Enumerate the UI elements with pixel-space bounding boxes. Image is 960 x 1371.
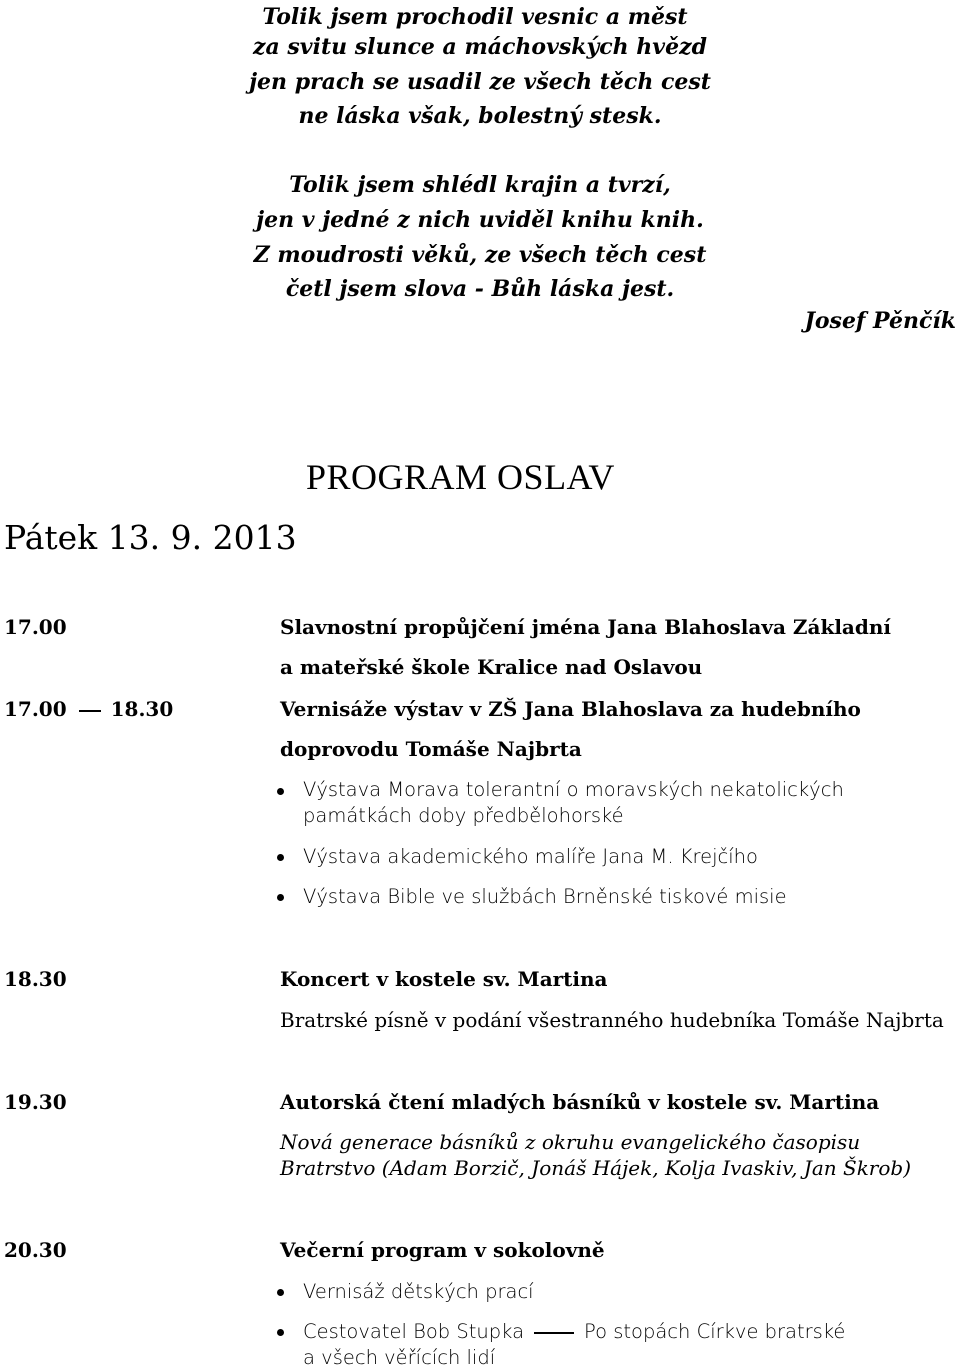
poem-line: jen v jedné z nich uviděl knihu knih. bbox=[256, 207, 704, 233]
event-title: Koncert v kostele sv. Martina bbox=[280, 967, 608, 991]
event-time: 20.30 bbox=[4, 1238, 67, 1262]
event-note: Nová generace básníků z okruhu evangelického časopisu bbox=[280, 1130, 861, 1154]
poem-line: Tolik jsem shlédl krajin a tvrzí, bbox=[289, 172, 671, 198]
list-item: Výstava akademického malíře Jana M. Krejčího bbox=[303, 845, 758, 868]
program-title: PROGRAM OSLAV bbox=[306, 457, 615, 497]
event-title: Slavnostní propůjčení jména Jana Blahoslava Základní bbox=[280, 615, 891, 639]
list-item-part: Po stopách Církve bratrské bbox=[584, 1320, 846, 1343]
event-title: doprovodu Tomáše Najbrta bbox=[280, 737, 582, 761]
event-title: Autorská čtení mladých básníků v kostele sv. Martina bbox=[280, 1090, 880, 1114]
time-range-dash bbox=[79, 710, 101, 712]
list-item: Výstava Morava tolerantní o moravských nekatolických bbox=[303, 778, 844, 801]
bullet-icon bbox=[277, 1329, 284, 1336]
event-time-end: 18.30 bbox=[110, 697, 174, 721]
bullet-icon bbox=[277, 1289, 284, 1296]
poem-line: jen prach se usadil ze všech těch cest bbox=[249, 69, 711, 95]
list-item: Výstava Bible ve službách Brněnské tiskové misie bbox=[303, 885, 787, 908]
event-time: 18.30 bbox=[4, 967, 67, 991]
bullet-icon bbox=[277, 894, 284, 901]
event-time-range bbox=[4, 697, 173, 721]
poem-line: Z moudrosti věků, ze všech těch cest bbox=[253, 242, 707, 268]
list-item: a všech věřících lidí bbox=[303, 1346, 496, 1369]
list-item-part: Cestovatel Bob Stupka bbox=[303, 1320, 525, 1343]
day-heading: Pátek 13. 9. 2013 bbox=[4, 518, 297, 557]
event-time: 17.00 bbox=[4, 615, 67, 639]
poem-author: Josef Pěnčík bbox=[804, 308, 956, 334]
poem-line: Tolik jsem prochodil vesnic a měst bbox=[262, 4, 688, 30]
poem-line: četl jsem slova - Bůh láska jest. bbox=[285, 276, 675, 302]
event-title: a mateřské škole Kralice nad Oslavou bbox=[280, 655, 703, 679]
event-note: Bratrské písně v podání všestranného hudebníka Tomáše Najbrta bbox=[280, 1008, 944, 1032]
event-title: Večerní program v sokolovně bbox=[280, 1238, 605, 1262]
poem-line: za svitu slunce a máchovských hvězd bbox=[253, 34, 707, 60]
event-title: Vernisáže výstav v ZŠ Jana Blahoslava za hudebního bbox=[280, 697, 861, 721]
event-note: Bratrstvo (Adam Borzič, Jonáš Hájek, Kolja Ivaskiv, Jan Škrob) bbox=[280, 1156, 912, 1180]
event-time-start: 17.00 bbox=[4, 697, 67, 721]
poem-line: ne láska však, bolestný stesk. bbox=[298, 103, 662, 129]
event-time: 19.30 bbox=[4, 1090, 67, 1114]
dash-separator bbox=[534, 1332, 574, 1334]
bullet-icon bbox=[277, 788, 284, 795]
list-item: památkách doby předbělohorské bbox=[303, 804, 624, 827]
list-item bbox=[303, 1319, 845, 1345]
list-item: Vernisáž dětských prací bbox=[303, 1280, 534, 1303]
bullet-icon bbox=[277, 854, 284, 861]
